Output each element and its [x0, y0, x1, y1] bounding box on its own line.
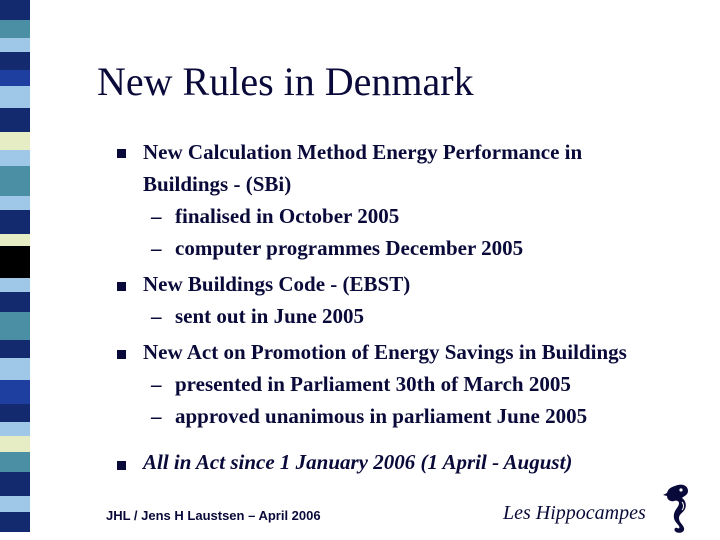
- stripe-segment: [0, 292, 30, 312]
- stripe-segment: [0, 166, 30, 196]
- sub-item: – approved unanimous in parliament June 2005: [151, 404, 588, 428]
- stripe-segment: [0, 422, 30, 436]
- stripe-segment: [0, 380, 30, 404]
- stripe-segment: [0, 70, 30, 86]
- stripe-segment: [0, 210, 30, 234]
- stripe-segment: [0, 246, 30, 278]
- stripe-segment: [0, 340, 30, 358]
- item-1-line-1: New Calculation Method Energy Performance in: [143, 140, 583, 164]
- slide-title: New Rules in Denmark: [97, 59, 474, 104]
- bullet-icon: [117, 282, 126, 291]
- bullet-icon: [117, 461, 126, 470]
- stripe-segment: [0, 196, 30, 210]
- sub-item: – sent out in June 2005: [151, 304, 365, 328]
- stripe-segment: [0, 86, 30, 108]
- stripe-segment: [0, 38, 30, 52]
- bullet-icon: [117, 350, 126, 359]
- stripe-segment: [0, 404, 30, 422]
- sub-item: – finalised in October 2005: [151, 204, 400, 228]
- stripe-segment: [0, 132, 30, 150]
- item-2-line-1: New Buildings Code - (EBST): [143, 272, 411, 296]
- stripe-segment: [0, 108, 30, 132]
- stripe-segment: [0, 0, 30, 20]
- item-1-line-2: Buildings - (SBi): [143, 172, 292, 196]
- brand-name: Les Hippocampes: [503, 502, 646, 524]
- footer-text: JHL / Jens H Laustsen – April 2006: [106, 508, 321, 523]
- stripe-segment: [0, 234, 30, 246]
- stripe-segment: [0, 358, 30, 380]
- item-4-line-1: All in Act since 1 January 2006 (1 April - August): [143, 450, 573, 474]
- stripe-segment: [0, 452, 30, 472]
- stripe-segment: [0, 20, 30, 38]
- stripe-segment: [0, 512, 30, 532]
- item-3-line-1: New Act on Promotion of Energy Savings in Buildings: [143, 340, 627, 364]
- stripe-segment: [0, 52, 30, 70]
- sub-item: – computer programmes December 2005: [151, 236, 524, 260]
- seahorse-icon: [661, 482, 697, 534]
- stripe-segment: [0, 472, 30, 496]
- stripe-segment: [0, 436, 30, 452]
- stripe-segment: [0, 312, 30, 340]
- sub-item: – presented in Parliament 30th of March 2005: [151, 372, 571, 396]
- stripe-segment: [0, 150, 30, 166]
- stripe-segment: [0, 278, 30, 292]
- bullet-icon: [117, 149, 126, 158]
- stripe-segment: [0, 496, 30, 512]
- decorative-stripe: [0, 0, 30, 540]
